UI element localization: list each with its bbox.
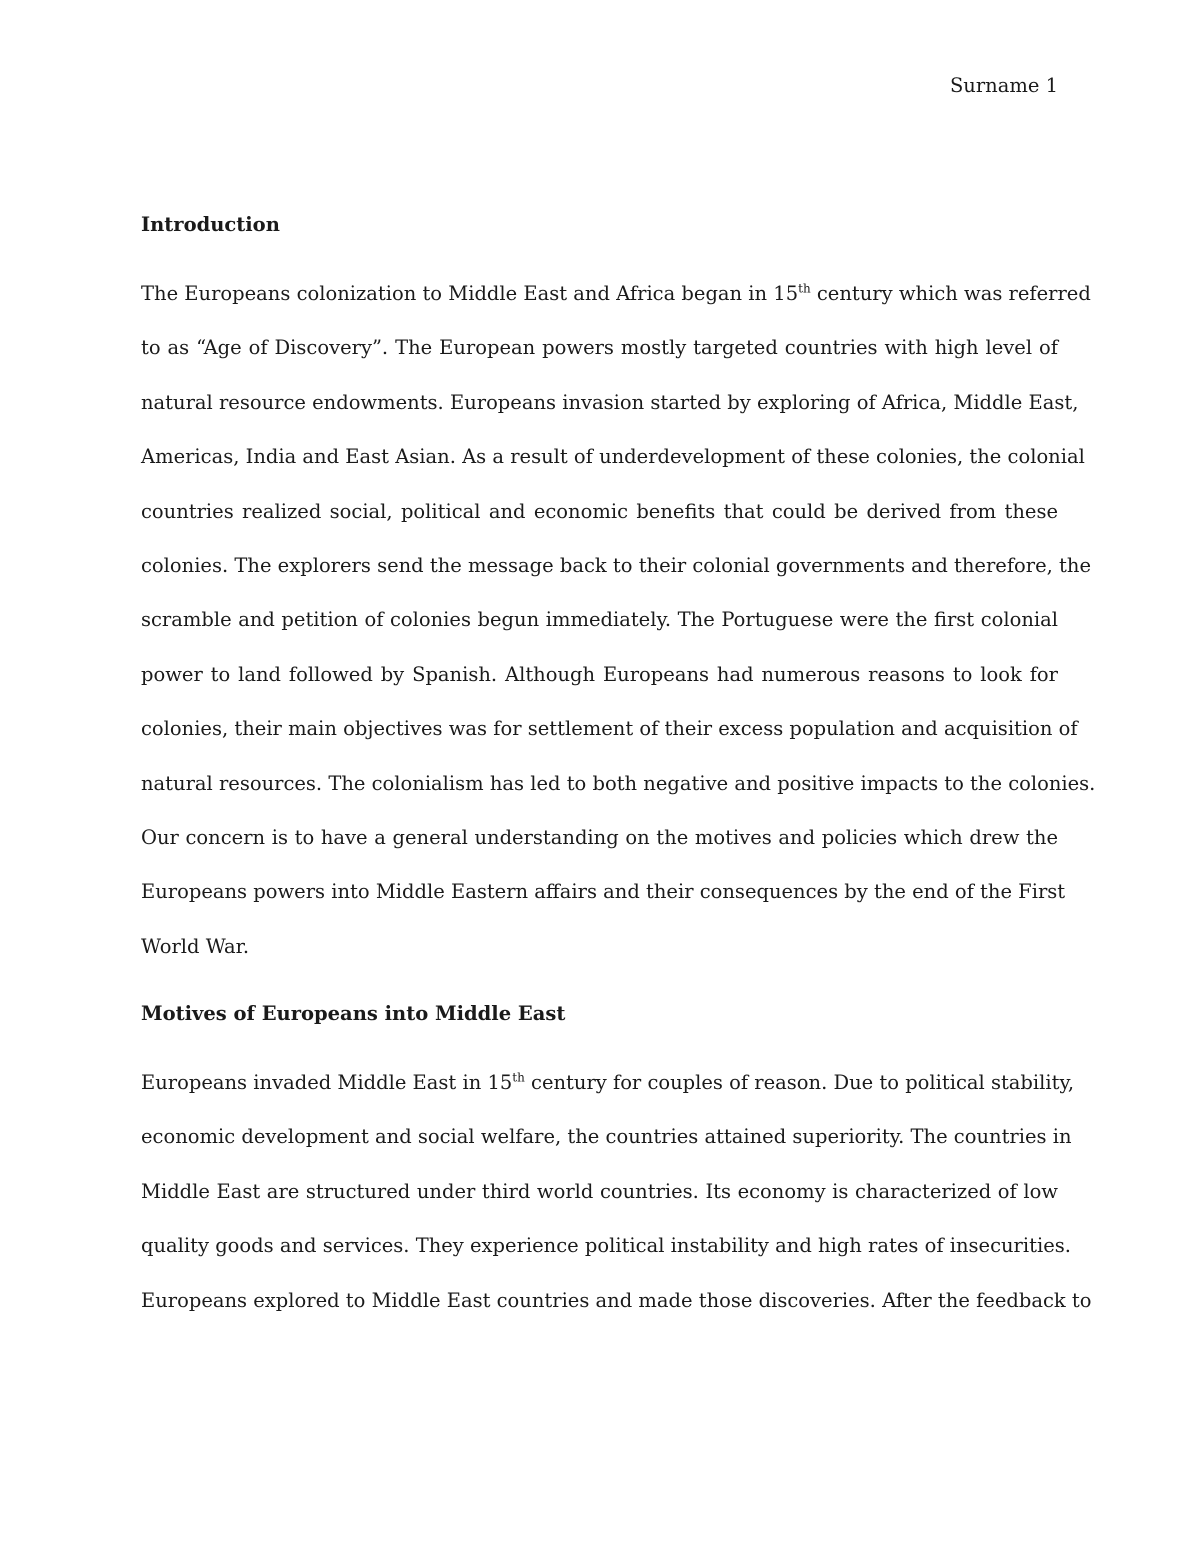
paragraph-line: Europeans explored to Middle East countries and made those discoveries. After the feedback to xyxy=(141,1288,1092,1312)
section-heading-introduction: Introduction xyxy=(141,213,280,236)
paragraph-line: natural resource endowments. Europeans invasion started by exploring of Africa, Middle East, xyxy=(141,390,1079,414)
paragraph-line: quality goods and services. They experience political instability and high rates of insecurities. xyxy=(141,1234,1071,1258)
ordinal-superscript: th xyxy=(512,1070,525,1085)
paragraph-line: colonies. The explorers send the message back to their colonial governments and therefore, the xyxy=(141,553,1091,577)
paragraph-line: The Europeans colonization to Middle East and Africa began in 15th century which was referred xyxy=(141,281,1091,305)
paragraph-line: Europeans invaded Middle East in 15th century for couples of reason. Due to political stability, xyxy=(141,1070,1075,1094)
ordinal-superscript: th xyxy=(798,281,811,296)
motives-paragraph xyxy=(141,1070,1092,1343)
paragraph-line: Americas, India and East Asian. As a result of underdevelopment of these colonies, the colonial xyxy=(141,445,1085,469)
section-heading-motives: Motives of Europeans into Middle East xyxy=(141,1002,566,1025)
introduction-paragraph xyxy=(141,281,1096,989)
paragraph-line: Middle East are structured under third world countries. Its economy is characterized of low xyxy=(141,1179,1058,1203)
paragraph-line: countries realized social, political and economic benefits that could be derived from these xyxy=(141,499,1058,523)
paragraph-line: Europeans powers into Middle Eastern affairs and their consequences by the end of the First xyxy=(141,880,1066,904)
paragraph-line: colonies, their main objectives was for settlement of their excess population and acquisition of xyxy=(141,717,1078,741)
paragraph-line: to as “Age of Discovery”. The European powers mostly targeted countries with high level of xyxy=(141,336,1058,360)
paragraph-line: economic development and social welfare, the countries attained superiority. The countries in xyxy=(141,1125,1072,1149)
paragraph-line: natural resources. The colonialism has led to both negative and positive impacts to the colonies. xyxy=(141,771,1096,795)
paragraph-line: power to land followed by Spanish. Although Europeans had numerous reasons to look for xyxy=(141,662,1058,686)
paragraph-line: scramble and petition of colonies begun immediately. The Portuguese were the first colonial xyxy=(141,608,1058,632)
paragraph-line: Our concern is to have a general understanding on the motives and policies which drew the xyxy=(141,825,1058,849)
page-header-surname: Surname 1 xyxy=(949,74,1058,97)
paragraph-line: World War. xyxy=(141,934,250,958)
